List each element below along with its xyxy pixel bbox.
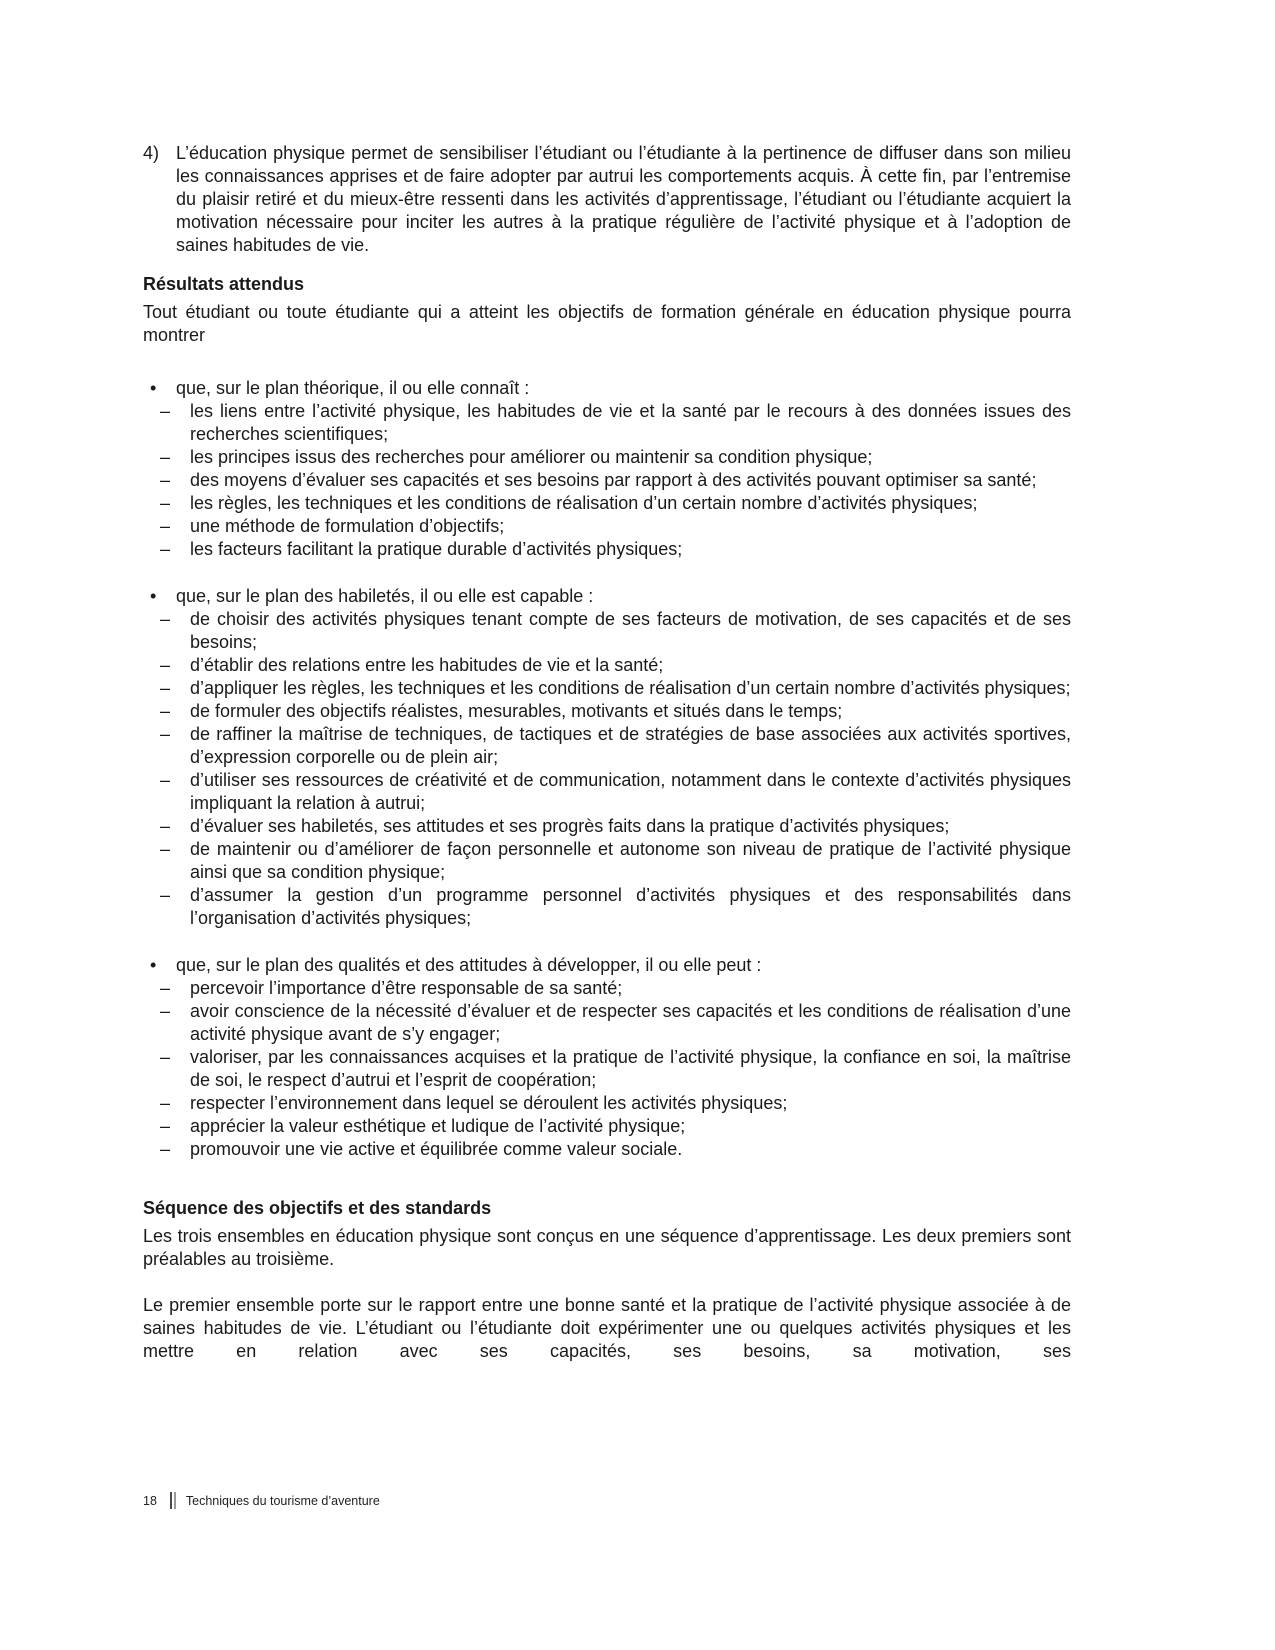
list-item-text: respecter l’environnement dans lequel se déroulent les activités physiques; xyxy=(190,1093,788,1113)
list-item xyxy=(143,515,1071,538)
list-item-text: d’appliquer les règles, les techniques et les conditions de réalisation d’un certain nombre d’activités physiques; xyxy=(190,678,1071,698)
list-item-text: de formuler des objectifs réalistes, mesurables, motivants et situés dans le temps; xyxy=(190,701,843,721)
footer-label: Techniques du tourisme d’aventure xyxy=(185,1493,380,1508)
page-footer xyxy=(143,1492,380,1509)
page-content xyxy=(143,142,1071,1363)
dash-marker: – xyxy=(160,885,171,905)
dash-marker: – xyxy=(160,655,171,675)
sequence-paragraph-1: Les trois ensembles en éducation physique sont conçus en une séquence d’apprentissage. Les deux premiers sont préalables au troisième. xyxy=(143,1226,1071,1269)
list-item xyxy=(143,1000,1071,1046)
bullet-lead xyxy=(143,954,1071,977)
dash-marker: – xyxy=(160,1116,171,1136)
dash-marker: – xyxy=(160,1047,171,1067)
list-item xyxy=(143,469,1071,492)
dash-marker: – xyxy=(160,701,171,721)
list-item-text: d’établir des relations entre les habitudes de vie et la santé; xyxy=(190,655,664,675)
list-item-text: des moyens d’évaluer ses capacités et ses besoins par rapport à des activités pouvant optimiser sa santé; xyxy=(190,470,1037,490)
sequence-paragraphs xyxy=(143,1225,1071,1363)
heading-sequence: Séquence des objectifs et des standards xyxy=(143,1198,492,1218)
list-item-text: de raffiner la maîtrise de techniques, de tactiques et de stratégies de base associées aux activités sportives, d’expression corporelle ou de plein air; xyxy=(190,724,1071,767)
dash-marker: – xyxy=(160,978,171,998)
list-item xyxy=(143,769,1071,815)
list-item xyxy=(143,884,1071,930)
numbered-item-4 xyxy=(143,142,1071,257)
list-item xyxy=(143,446,1071,469)
dash-marker: – xyxy=(160,1093,171,1113)
bullet-lead xyxy=(143,377,1071,400)
bullet-marker: • xyxy=(150,378,157,398)
list-item-text: les facteurs facilitant la pratique durable d’activités physiques; xyxy=(190,539,683,559)
bullet-marker: • xyxy=(150,955,157,975)
dash-list xyxy=(143,608,1071,930)
item-number: 4) xyxy=(143,143,160,163)
list-item xyxy=(143,400,1071,446)
dash-marker: – xyxy=(160,678,171,698)
list-item xyxy=(143,1138,1071,1161)
list-item xyxy=(143,723,1071,769)
list-item-text: de maintenir ou d’améliorer de façon personnelle et autonome son niveau de pratique de l’activité physique ainsi que sa condition physique; xyxy=(190,839,1071,882)
list-item-text: de choisir des activités physiques tenant compte de ses facteurs de motivation, de ses capacités et de ses besoins; xyxy=(190,609,1071,652)
dash-list xyxy=(143,977,1071,1161)
dash-marker: – xyxy=(160,609,171,629)
dash-marker: – xyxy=(160,724,171,744)
list-item xyxy=(143,815,1071,838)
list-item xyxy=(143,977,1071,1000)
list-item xyxy=(143,538,1071,561)
list-item xyxy=(143,608,1071,654)
dash-marker: – xyxy=(160,1001,171,1021)
list-item-text: une méthode de formulation d’objectifs; xyxy=(190,516,505,536)
list-item xyxy=(143,700,1071,723)
bullet-lead-text: que, sur le plan des qualités et des attitudes à développer, il ou elle peut : xyxy=(176,955,762,975)
list-item-text: promouvoir une vie active et équilibrée comme valeur sociale. xyxy=(190,1139,683,1159)
heading-resultats-attendus: Résultats attendus xyxy=(143,274,305,294)
dash-list xyxy=(143,400,1071,561)
dash-marker: – xyxy=(160,539,171,559)
list-item-text: percevoir l’importance d’être responsable de sa santé; xyxy=(190,978,623,998)
dash-marker: – xyxy=(160,1139,171,1159)
bullet-lead-text: que, sur le plan des habiletés, il ou elle est capable : xyxy=(176,586,594,606)
list-item-text: les principes issus des recherches pour améliorer ou maintenir sa condition physique; xyxy=(190,447,873,467)
item-text: L’éducation physique permet de sensibiliser l’étudiant ou l’étudiante à la pertinence de diffuser dans son milieu les connaissances apprises et de faire adopter par autrui les comportements acquis. À cette fin, par l’entremise du plaisir retiré et du mieux-être ressenti dans les activités d’apprentissage, l’étudiant ou l’étudiante acquiert la motivation nécessaire pour inciter les autres à la pratique régulière de l’activité physique et à l’adoption de saines habitudes de vie. xyxy=(176,143,1071,255)
bullet-group-qualites xyxy=(143,954,1071,1161)
dash-marker: – xyxy=(160,816,171,836)
list-item xyxy=(143,1115,1071,1138)
list-item xyxy=(143,654,1071,677)
list-item xyxy=(143,1092,1071,1115)
dash-marker: – xyxy=(160,839,171,859)
list-item-text: les règles, les techniques et les conditions de réalisation d’un certain nombre d’activités physiques; xyxy=(190,493,978,513)
bullet-group-theorique xyxy=(143,377,1071,561)
list-item-text: d’utiliser ses ressources de créativité et de communication, notamment dans le contexte d’activités physiques impliquant la relation à autrui; xyxy=(190,770,1071,813)
list-item xyxy=(143,677,1071,700)
list-item-text: d’évaluer ses habiletés, ses attitudes et ses progrès faits dans la pratique d’activités physiques; xyxy=(190,816,950,836)
list-item xyxy=(143,838,1071,884)
bullet-marker: • xyxy=(150,586,157,606)
dash-marker: – xyxy=(160,770,171,790)
list-item-text: valoriser, par les connaissances acquises et la pratique de l’activité physique, la confiance en soi, la maîtrise de soi, le respect d’autrui et l’esprit de coopération; xyxy=(190,1047,1071,1090)
dash-marker: – xyxy=(160,447,171,467)
resultats-intro: Tout étudiant ou toute étudiante qui a atteint les objectifs de formation générale en éducation physique pourra montrer xyxy=(143,302,1071,345)
list-item-text: les liens entre l’activité physique, les habitudes de vie et la santé par le recours à des données issues des recherches scientifiques; xyxy=(190,401,1071,444)
bullet-group-habiletes xyxy=(143,585,1071,930)
footer-divider-bar-icon xyxy=(170,1492,176,1509)
bullet-lead-text: que, sur le plan théorique, il ou elle connaît : xyxy=(176,378,530,398)
list-item xyxy=(143,492,1071,515)
list-item xyxy=(143,1046,1071,1092)
bullet-lead xyxy=(143,585,1071,608)
list-item-text: d’assumer la gestion d’un programme personnel d’activités physiques et des responsabilités dans l’organisation d’activités physiques; xyxy=(190,885,1071,928)
page-number: 18 xyxy=(143,1493,157,1508)
list-item-text: apprécier la valeur esthétique et ludique de l’activité physique; xyxy=(190,1116,686,1136)
dash-marker: – xyxy=(160,516,171,536)
sequence-paragraph-2: Le premier ensemble porte sur le rapport entre une bonne santé et la pratique de l’activité physique associée à de saines habitudes de vie. L’étudiant ou l’étudiante doit expérimenter une ou quelques activités physiques et les mettre en relation avec ses capacités, ses besoins, sa motivation, ses xyxy=(143,1295,1071,1361)
list-item-text: avoir conscience de la nécessité d’évaluer et de respecter ses capacités et les conditions de réalisation d’une activité physique avant de s’y engager; xyxy=(190,1001,1071,1044)
dash-marker: – xyxy=(160,493,171,513)
dash-marker: – xyxy=(160,470,171,490)
dash-marker: – xyxy=(160,401,171,421)
